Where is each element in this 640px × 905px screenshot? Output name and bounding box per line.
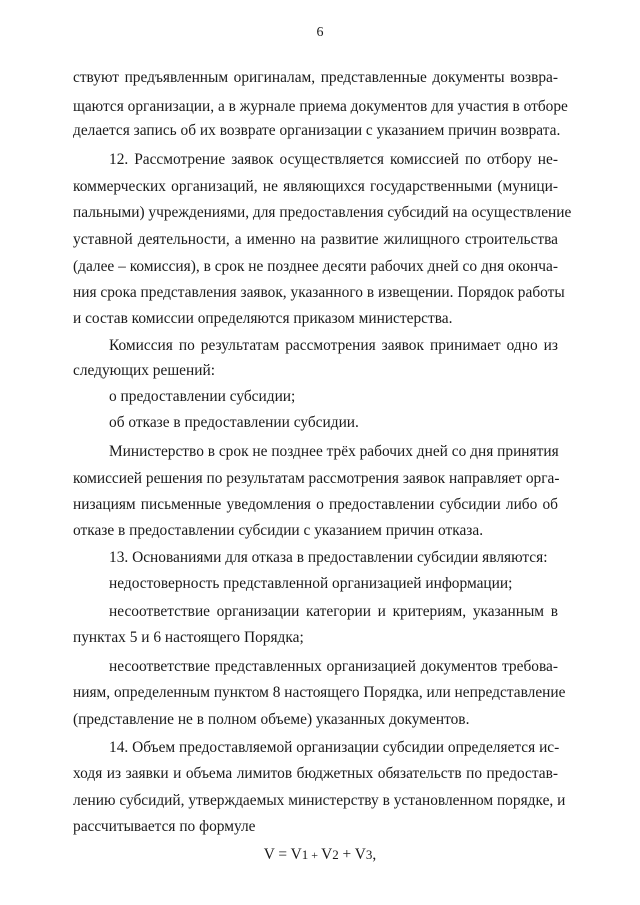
formula-part: , xyxy=(372,846,377,863)
formula-subscript: 1 xyxy=(301,847,309,862)
text-line: (представление не в полном объеме) указанных документов. xyxy=(73,711,470,728)
text-line: 12. Рассмотрение заявок осуществляется комиссией по отбору не- xyxy=(109,151,558,168)
text-line: следующих решений: xyxy=(73,362,215,379)
formula-operator: + xyxy=(308,848,322,862)
text-line: ствуют предъявленным оригиналам, представленные документы возвра- xyxy=(73,69,558,86)
text-line: ниям, определенным пунктом 8 настоящего Порядка, или непредставление xyxy=(73,684,566,701)
text-line: уставной деятельности, а именно на развитие жилищного строительства xyxy=(73,231,558,248)
text-line: 13. Основаниями для отказа в предоставлении субсидии являются: xyxy=(109,549,548,566)
text-line: 14. Объем предоставляемой организации субсидии определяется ис- xyxy=(109,739,560,756)
text-line: несоответствие организации категории и критериям, указанным в xyxy=(109,603,558,620)
text-line: низациям письменные уведомления о предоставлении субсидии либо об xyxy=(73,496,558,513)
text-line: недостоверность представленной организацией информации; xyxy=(109,575,513,592)
text-line: Комиссия по результатам рассмотрения заявок принимает одно из xyxy=(109,337,558,354)
text-line: щаются организации, а в журнале приема документов для участия в отборе xyxy=(73,98,568,115)
formula-part: V = V xyxy=(263,846,302,863)
text-line: коммерческих организаций, не являющихся государственными (муници- xyxy=(73,178,558,195)
text-line: рассчитывается по формуле xyxy=(73,818,256,835)
formula-subscript: 2 xyxy=(332,847,339,862)
text-line: пальными) учреждениями, для предоставления субсидий на осуществление xyxy=(73,204,572,221)
text-line: и состав комиссии определяются приказом министерства. xyxy=(73,310,453,327)
text-line: об отказе в предоставлении субсидии. xyxy=(109,414,359,431)
formula-operator: + V xyxy=(338,846,366,863)
text-line: ния срока представления заявок, указанного в извещении. Порядок работы xyxy=(73,284,565,301)
text-line: несоответствие представленных организацией документов требова- xyxy=(109,658,558,675)
text-line: комиссией решения по результатам рассмотрения заявок направляет орга- xyxy=(73,470,560,487)
text-line: делается запись об их возврате организации с указанием причин возврата. xyxy=(73,122,561,139)
formula-subscript: 3 xyxy=(365,847,373,862)
text-line: Министерство в срок не позднее трёх рабочих дней со дня принятия xyxy=(109,443,559,460)
text-line: пунктах 5 и 6 настоящего Порядка; xyxy=(73,629,304,646)
text-line: ходя из заявки и объема лимитов бюджетных обязательств по предостав- xyxy=(73,765,558,782)
formula xyxy=(0,845,640,865)
text-line: (далее – комиссия), в срок не позднее десяти рабочих дней со дня оконча- xyxy=(73,258,558,275)
page-number: 6 xyxy=(316,25,324,40)
text-line: лению субсидий, утверждаемых министерству в установленном порядке, и xyxy=(73,792,566,809)
text-line: отказе в предоставлении субсидии с указанием причин отказа. xyxy=(73,522,484,539)
text-line: о предоставлении субсидии; xyxy=(109,388,296,405)
formula-part: V xyxy=(321,846,333,863)
